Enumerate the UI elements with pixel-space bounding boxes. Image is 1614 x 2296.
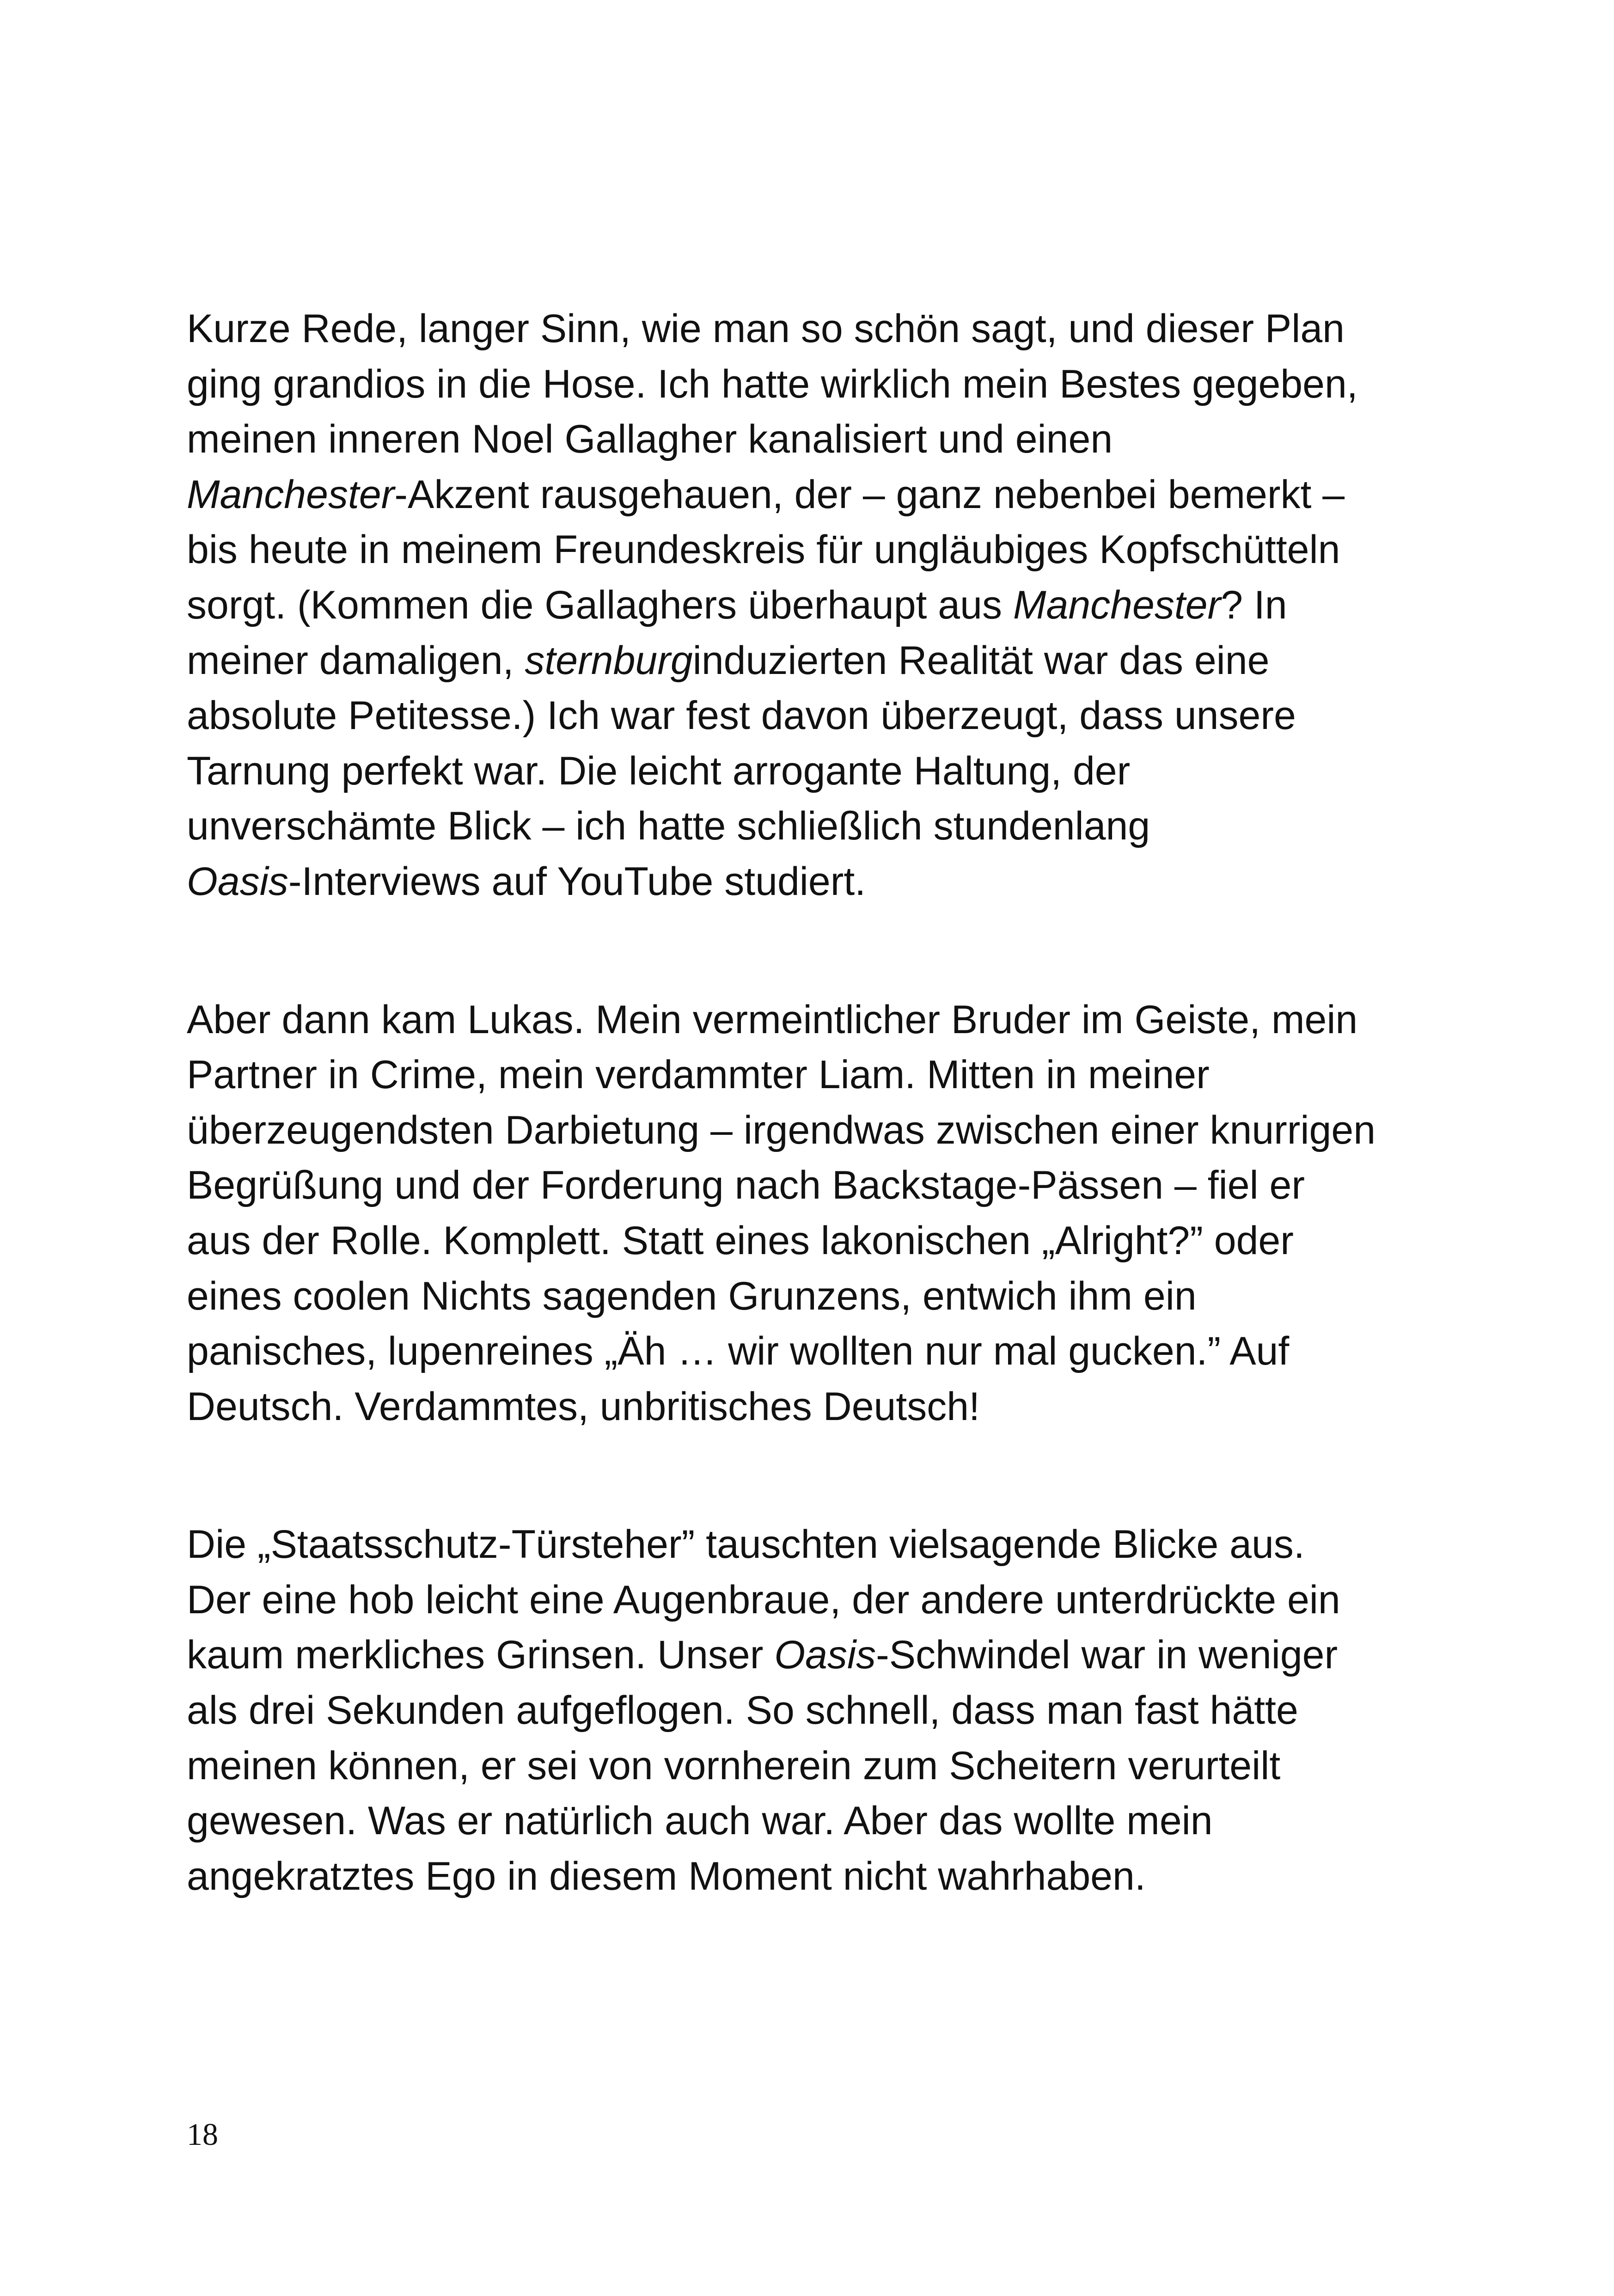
text-line	[187, 1628, 1458, 1683]
text-line	[187, 1573, 1458, 1628]
text-line	[187, 412, 1458, 467]
paragraph-2	[187, 992, 1458, 1435]
text-run: panisches, lupenreines „Äh … wir wollten nur mal gucken.” Auf	[187, 1329, 1290, 1374]
text-run: induzierten Realität war das eine	[692, 638, 1270, 683]
italic-text: Manchester	[1013, 582, 1221, 627]
italic-text: Manchester	[187, 472, 395, 517]
text-run: bis heute in meinem Freundeskreis für ungläubiges Kopfschütteln	[187, 527, 1340, 572]
text-line	[187, 1849, 1458, 1904]
text-line	[187, 1047, 1458, 1103]
text-line	[187, 1324, 1458, 1379]
italic-text: Oasis	[774, 1633, 876, 1678]
text-run: Die „Staatsschutz-Türsteher” tauschten vielsagende Blicke aus.	[187, 1522, 1305, 1567]
text-run: -Akzent rausgehauen, der – ganz nebenbei bemerkt –	[394, 472, 1345, 517]
text-run: Der eine hob leicht eine Augenbraue, der andere unterdrückte ein	[187, 1577, 1340, 1622]
text-line	[187, 467, 1458, 523]
page-number: 18	[187, 2117, 218, 2152]
text-run: Kurze Rede, langer Sinn, wie man so schön sagt, und dieser Plan	[187, 306, 1345, 351]
text-run: überzeugendsten Darbietung – irgendwas zwischen einer knurrigen	[187, 1108, 1376, 1152]
text-run: Tarnung perfekt war. Die leicht arrogante Haltung, der	[187, 748, 1131, 793]
text-line	[187, 1269, 1458, 1324]
text-run: -Interviews auf YouTube studiert.	[288, 859, 866, 904]
text-run: meinen können, er sei von vornherein zum Scheitern verurteilt	[187, 1743, 1281, 1788]
text-run: gewesen. Was er natürlich auch war. Aber das wollte mein	[187, 1799, 1213, 1843]
text-line	[187, 578, 1458, 633]
text-line	[187, 992, 1458, 1048]
text-line	[187, 1379, 1458, 1435]
text-run: Partner in Crime, mein verdammter Liam. Mitten in meiner	[187, 1053, 1210, 1097]
text-line	[187, 1103, 1458, 1158]
text-line	[187, 1517, 1458, 1573]
text-run: aus der Rolle. Komplett. Statt eines lakonischen „Alright?” oder	[187, 1218, 1294, 1263]
text-line	[187, 301, 1458, 357]
text-run: Aber dann kam Lukas. Mein vermeintlicher Bruder im Geiste, mein	[187, 997, 1358, 1042]
text-run: meiner damaligen,	[187, 638, 525, 683]
text-run: sorgt. (Kommen die Gallaghers überhaupt aus	[187, 582, 1013, 627]
italic-text: Oasis	[187, 859, 288, 904]
text-line	[187, 633, 1458, 689]
text-run: ging grandios in die Hose. Ich hatte wirklich mein Bestes gegeben,	[187, 361, 1358, 406]
text-line	[187, 522, 1458, 578]
text-run: unverschämte Blick – ich hatte schließlich stundenlang	[187, 804, 1150, 849]
text-line	[187, 799, 1458, 854]
text-line	[187, 1794, 1458, 1849]
text-run: Begrüßung und der Forderung nach Backstage-Pässen – fiel er	[187, 1163, 1305, 1208]
text-run: Deutsch. Verdammtes, unbritisches Deutsch!	[187, 1384, 980, 1429]
text-run: kaum merkliches Grinsen. Unser	[187, 1633, 775, 1678]
text-run: meinen inneren Noel Gallagher kanalisiert und einen	[187, 417, 1113, 462]
text-run: eines coolen Nichts sagenden Grunzens, entwich ihm ein	[187, 1274, 1197, 1318]
text-run: angekratztes Ego in diesem Moment nicht wahrhaben.	[187, 1854, 1146, 1898]
text-line	[187, 1683, 1458, 1739]
text-run: ? In	[1221, 582, 1287, 627]
text-line	[187, 1158, 1458, 1213]
italic-text: sternburg	[525, 638, 693, 683]
text-line	[187, 1213, 1458, 1269]
text-line	[187, 1739, 1458, 1794]
text-run: -Schwindel war in weniger	[876, 1633, 1338, 1678]
text-line	[187, 744, 1458, 799]
paragraph-3	[187, 1517, 1458, 1904]
text-line	[187, 854, 1458, 910]
paragraph-1	[187, 301, 1458, 910]
text-run: absolute Petitesse.) Ich war fest davon überzeugt, dass unsere	[187, 693, 1296, 738]
text-run: als drei Sekunden aufgeflogen. So schnell, dass man fast hätte	[187, 1688, 1298, 1733]
text-line	[187, 357, 1458, 412]
body-text	[187, 301, 1458, 1904]
text-line	[187, 688, 1458, 744]
